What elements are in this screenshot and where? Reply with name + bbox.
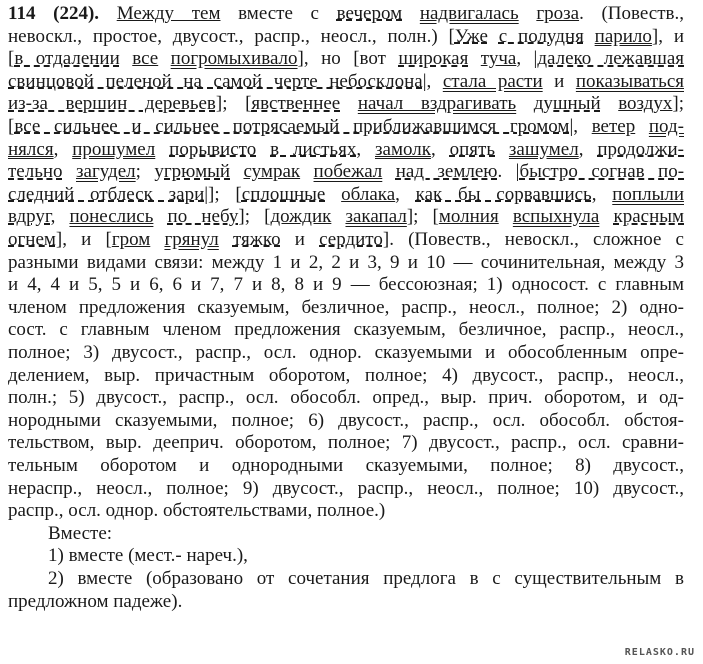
sentence-member: нялся xyxy=(8,138,54,160)
text-fragment: сост. с главным членом предложения сказуемым, безличное, распр., неосл., xyxy=(8,319,684,341)
text-fragment xyxy=(150,229,164,250)
sentence-member: порывисто xyxy=(169,138,257,160)
sentence-member: из-за вершин деревьев xyxy=(8,93,216,115)
text-fragment: . | xyxy=(497,161,520,183)
sentence-member: с полудня xyxy=(498,25,584,47)
text-fragment xyxy=(488,26,499,47)
sentence-member: тельно xyxy=(8,161,63,183)
text-fragment xyxy=(584,26,595,47)
text-fragment xyxy=(519,3,537,24)
text-fragment: членом предложения сказуемым, безличное, распр., неосл., полное; 2) одно- xyxy=(8,296,684,318)
sentence-member: сердито xyxy=(319,229,383,250)
text-fragment: ], и xyxy=(651,25,685,47)
text-fragment: [ xyxy=(8,48,15,70)
text-fragment: |, xyxy=(569,116,592,137)
sentence-member: погромыхивало xyxy=(170,48,298,70)
sentence-member: облака xyxy=(341,183,396,205)
sentence-member: побежал xyxy=(313,161,383,183)
text-fragment: , xyxy=(356,138,375,160)
sentence-member: парило xyxy=(594,25,652,47)
text-fragment: и 4, 4 и 5, 5 и 6, 6 и 7, 7 и 8, 8 и 9 — бессоюзная; 1) односост. с главным xyxy=(8,274,684,296)
text-fragment xyxy=(468,48,480,69)
sentence-member: быстро согнав по- xyxy=(519,161,685,183)
sentence-member: прошумел xyxy=(72,138,156,160)
sentence-member: стала расти xyxy=(442,70,543,92)
text-fragment: ; xyxy=(135,161,155,183)
text-fragment xyxy=(382,161,395,182)
text-fragment: , xyxy=(430,138,450,160)
sentence-member: надвигалась xyxy=(419,3,519,24)
text-fragment xyxy=(256,139,270,160)
text-fragment: ]; [ xyxy=(406,206,439,228)
sentence-member: зашумел xyxy=(508,138,579,160)
text-fragment: ], но [вот xyxy=(297,48,399,70)
text-fragment: ]; [ xyxy=(215,93,252,115)
text-fragment: , xyxy=(50,206,70,228)
text-fragment xyxy=(230,161,243,182)
sentence-member: вдруг xyxy=(8,206,51,228)
text-fragment xyxy=(599,206,613,227)
text-fragment: невоскл., простое, двусост., распр., неосл., полн.) [ xyxy=(8,25,455,47)
sentence-member: далеко лежавшая xyxy=(537,48,685,70)
note-item: 2) вместе (образовано от сочетания предлога в с существительным в xyxy=(48,568,684,589)
text-fragment: ]; [ xyxy=(238,206,271,228)
text-fragment: |, xyxy=(422,70,443,92)
text-fragment xyxy=(402,3,420,24)
text-fragment: разными видами связи: между 1 и 2, 2 и 3, 9 и 10 — сочинительная, между 3 xyxy=(8,251,684,273)
notes-heading: Вместе: xyxy=(48,522,113,544)
text-fragment: полное; 3) двусост., распр., осл. однор. сказуемыми и обособленным опре- xyxy=(8,342,684,363)
text-fragment xyxy=(155,139,169,160)
text-fragment xyxy=(340,93,358,114)
text-fragment: ], и [ xyxy=(55,229,112,250)
sentence-member: Между тем xyxy=(116,3,221,24)
sentence-member: поплыли xyxy=(612,183,684,205)
sentence-member: как бы сорвавшись xyxy=(415,183,592,205)
sentence-member: огнем xyxy=(8,229,56,250)
sentence-member: начал вздрагивать xyxy=(357,93,517,115)
text-fragment xyxy=(158,48,170,69)
text-fragment xyxy=(120,48,132,69)
sentence-member: туча xyxy=(480,48,517,70)
sentence-member: понеслись xyxy=(69,206,154,228)
text-fragment: , xyxy=(395,183,416,205)
text-fragment xyxy=(635,116,649,137)
text-fragment xyxy=(331,206,345,227)
text-fragment: ]; xyxy=(672,93,684,115)
text-fragment: |]; [ xyxy=(204,183,242,205)
text-fragment xyxy=(325,184,341,205)
sentence-member: замолк xyxy=(375,138,431,160)
sentence-member: широкая xyxy=(398,48,469,70)
text-fragment: вместе с xyxy=(220,3,337,24)
text-fragment xyxy=(601,93,619,114)
sentence-member: закапал xyxy=(345,206,407,228)
text-fragment xyxy=(300,161,313,182)
text-fragment: ]. (Повеств., невоскл., сложное с xyxy=(382,229,684,250)
text-fragment: распр., осл. однор. обстоятельствами, полное.) xyxy=(8,500,386,522)
sentence-member: в листьях xyxy=(270,138,357,160)
note-item: предложном падеже). xyxy=(8,590,183,612)
text-fragment: тельством, выр. дееприч. оборотом, полное; 7) двусост., распр., осл. сравни- xyxy=(8,432,684,454)
sentence-member: душный xyxy=(533,93,601,115)
text-fragment: , xyxy=(578,138,598,160)
sentence-member: Уже xyxy=(454,25,488,47)
exercise-number: 114 (224). xyxy=(8,3,117,24)
sentence-member: все сильнее и сильнее потрясаемый приближавшимся громом xyxy=(14,116,570,137)
text-fragment: делением, выр. причастным оборотом, полное; 4) двусост., распр., неосл., xyxy=(8,364,684,386)
sentence-member: сумрак xyxy=(243,161,301,183)
text-fragment: и xyxy=(280,229,320,250)
sentence-member: опять xyxy=(449,138,495,160)
text-fragment: , xyxy=(591,183,613,205)
note-item: 1) вместе (мест.- нареч.), xyxy=(48,545,248,567)
text-fragment xyxy=(63,161,76,182)
sentence-member: продолжи- xyxy=(597,138,685,160)
text-fragment: , | xyxy=(516,48,538,70)
text-fragment xyxy=(153,206,167,227)
text-fragment: [ xyxy=(8,116,15,137)
sentence-member: воздух xyxy=(618,93,673,115)
watermark: RELASKO.RU xyxy=(624,647,695,658)
sentence-member: угрюмый xyxy=(154,161,231,183)
sentence-member: свинцовой пеленой на самой черте небосклона xyxy=(8,70,423,92)
sentence-member: ветер xyxy=(591,116,636,137)
sentence-member: под- xyxy=(648,116,684,137)
text-fragment: полн.; 5) двусост., распр., осл. обособл. опред., выр. прич. оборотом, и од- xyxy=(8,387,684,409)
sentence-member: вспыхнула xyxy=(512,206,600,228)
sentence-member: показываться xyxy=(575,70,684,92)
sentence-member: красным xyxy=(613,206,685,228)
text-fragment xyxy=(495,139,509,160)
sentence-member: молния xyxy=(438,206,499,228)
sentence-member: гром xyxy=(111,229,151,250)
sentence-member: следний отблеск зари xyxy=(8,183,205,205)
sentence-member: явственнее xyxy=(251,93,341,115)
text-fragment: нородными сказуемыми, полное; 6) двусост., распр., осл. обособл. обстоя- xyxy=(8,409,684,431)
sentence-member: по небу xyxy=(167,206,239,228)
sentence-member: гроза xyxy=(536,3,580,24)
text-fragment: . (Повеств., xyxy=(579,3,684,24)
text-fragment: , xyxy=(53,138,73,160)
sentence-member: вечером xyxy=(336,3,403,24)
sentence-member: сплошные xyxy=(241,183,326,205)
sentence-member: в отдалении xyxy=(14,48,120,70)
text-fragment: и xyxy=(542,70,576,92)
text-fragment xyxy=(499,206,513,227)
sentence-member: все xyxy=(132,48,159,70)
text-fragment: тельным оборотом и однородными сказуемыми, полное; 8) двусост., xyxy=(8,455,684,476)
text-fragment: нераспр., неосл., полное; 9) двусост., распр., неосл., полное; 10) двусост., xyxy=(8,477,684,499)
sentence-member: загудел xyxy=(76,161,136,183)
sentence-member: тяжко xyxy=(232,229,281,250)
sentence-member: над землею xyxy=(395,161,498,183)
text-fragment xyxy=(219,229,233,250)
sentence-member: дождик xyxy=(270,206,332,228)
sentence-member: грянул xyxy=(164,229,219,250)
text-fragment xyxy=(516,93,534,114)
